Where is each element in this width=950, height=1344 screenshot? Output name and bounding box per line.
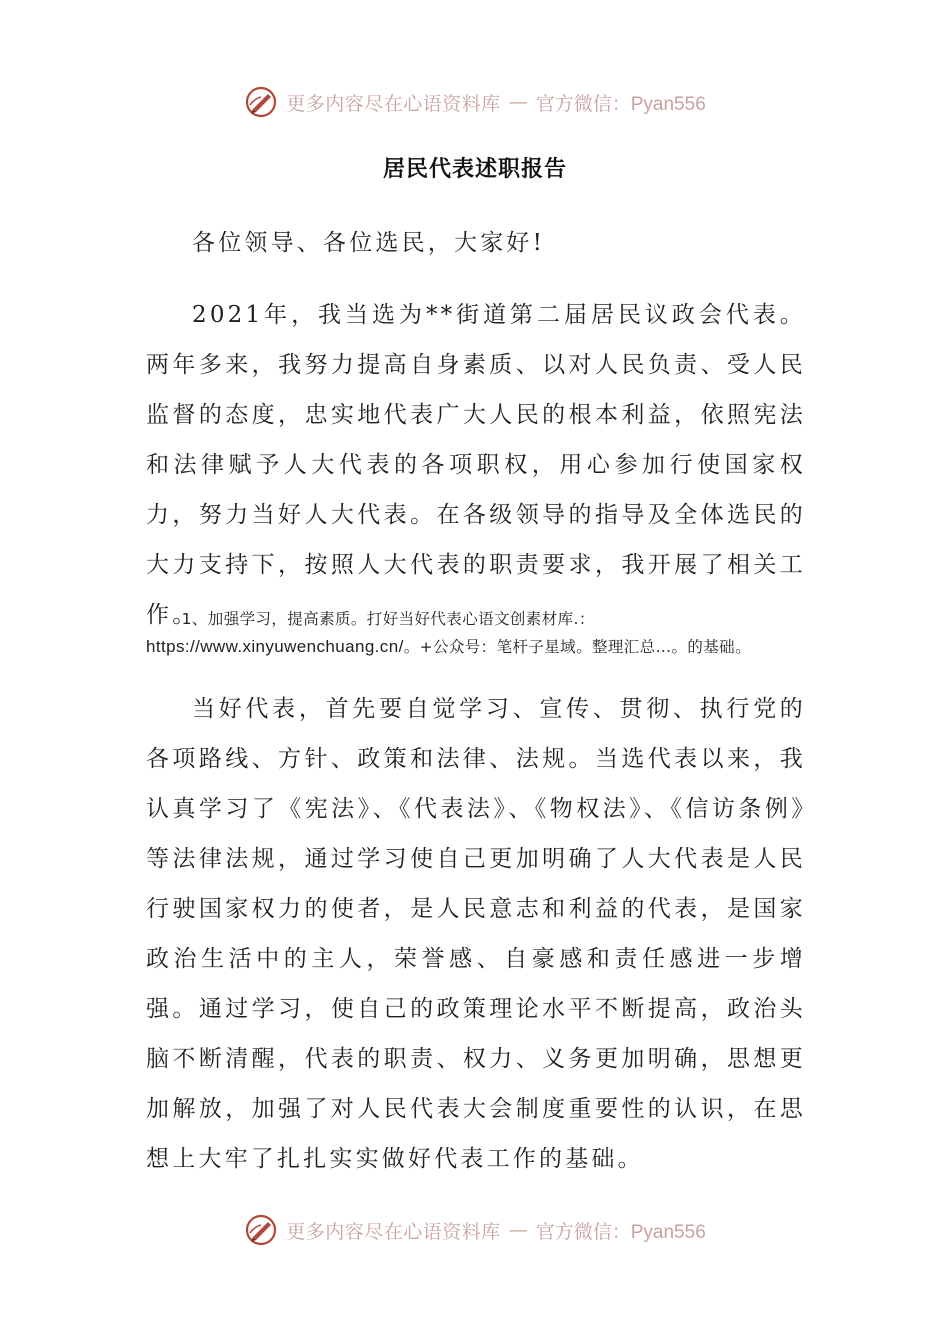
separator-dash: — (508, 1219, 528, 1241)
paragraph-1: 2021年，我当选为**街道第二届居民议政会代表。两年多来，我努力提高自身素质、以对人民负责、受人民监督的态度，忠实地代表广大人民的根本利益，依照宪法和法律赋予人大代表的各项职权，用心参加行使国家权力，努力当好人大代表。在各级领导的指导及全体选民的大力支持下，按照人大代表的职责要求，我开展了相关工作。 (146, 302, 806, 628)
note-suffix: 。+公众号：笔杆子星域。整理汇总…。的基础。 (403, 638, 751, 656)
body-section-1 (146, 290, 806, 640)
wechat-contact (536, 89, 706, 116)
wechat-label: 官方微信： (535, 1220, 631, 1243)
body-section-2 (146, 684, 806, 1184)
separator-dash: — (508, 91, 528, 113)
site-name: 更多内容尽在心语资料库 (286, 92, 501, 115)
wechat-contact (536, 1217, 706, 1244)
wechat-id: Pyan556 (630, 1221, 706, 1243)
paragraph-2: 当好代表，首先要自觉学习、宣传、贯彻、执行党的各项路线、方针、政策和法律、法规。当选代表以来，我认真学习了《宪法》、《代表法》、《物权法》、《信访条例》等法律法规，通过学习使自己更加明确了人大代表是人民行驶国家权力的使者，是人民意志和利益的代表，是国家政治生活中的主人，荣誉感、自豪感和责任感进一步增强。通过学习，使自己的政策理论水平不断提高，政治头脑不断清醒，代表的职责、权力、义务更加明确，思想更加解放，加强了对人民代表大会制度重要性的认识，在思想上大牢了扎扎实实做好代表工作的基础。 (146, 696, 806, 1172)
note-url-link[interactable]: https://www.xinyuwenchuang.cn/ (146, 637, 404, 656)
pen-circle-logo-icon (244, 1213, 278, 1247)
header-banner (0, 82, 950, 122)
wechat-id: Pyan556 (630, 93, 706, 115)
site-name: 更多内容尽在心语资料库 (286, 1220, 501, 1243)
pen-circle-logo-icon (244, 85, 278, 119)
footer-banner (0, 1210, 950, 1250)
greeting: 各位领导、各位选民，大家好! (192, 230, 546, 256)
note-prefix: 1、加强学习，提高素质。打好当好代表心语文创素材库.： (181, 610, 595, 628)
section-note (146, 606, 808, 661)
wechat-label: 官方微信： (535, 92, 631, 115)
document-title: 居民代表述职报告 (382, 156, 567, 182)
